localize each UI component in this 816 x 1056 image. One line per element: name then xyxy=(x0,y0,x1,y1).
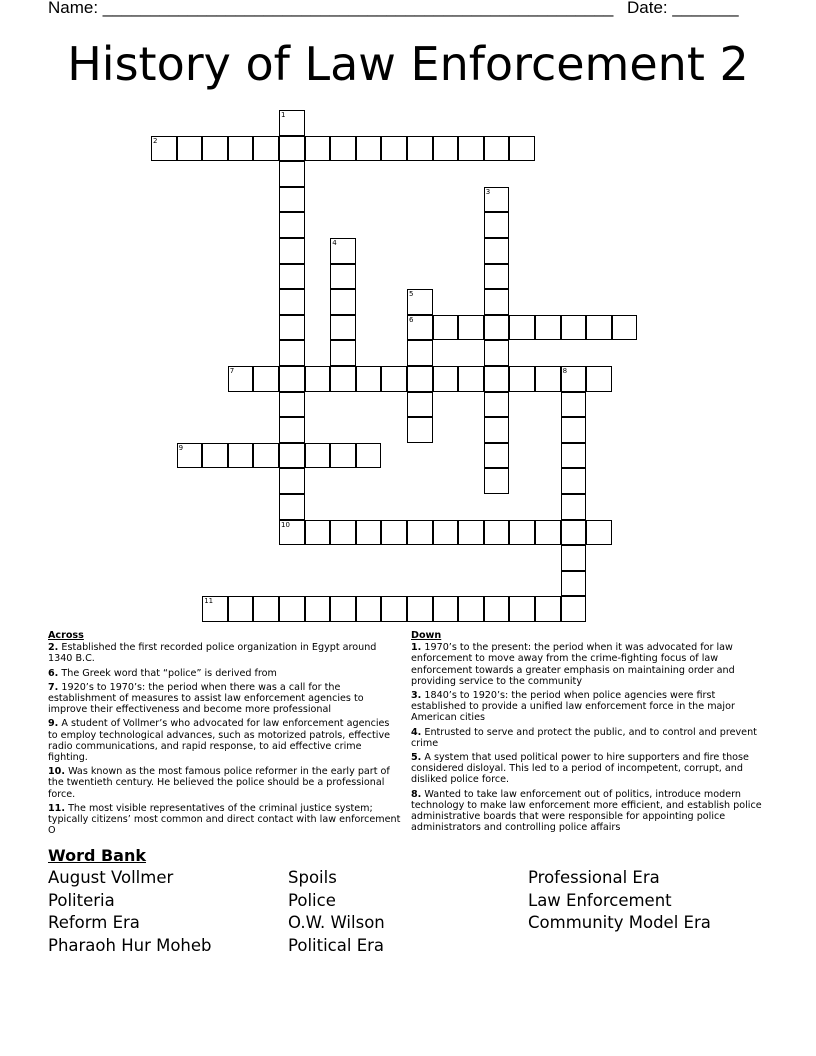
grid-cell[interactable] xyxy=(484,187,510,213)
grid-cell[interactable] xyxy=(253,596,279,622)
grid-cell[interactable] xyxy=(407,340,433,366)
down-clue xyxy=(411,642,767,687)
grid-cell[interactable] xyxy=(484,392,510,418)
clue-text: Was known as the most famous police reformer in the early part of the twentieth century. He believed the police should be a professional force. xyxy=(48,766,390,800)
grid-cell[interactable] xyxy=(279,110,305,136)
grid-cell[interactable] xyxy=(228,366,254,392)
down-clue xyxy=(411,789,767,834)
grid-cell[interactable] xyxy=(330,289,356,315)
clue-text: A student of Vollmer’s who advocated for law enforcement agencies to employ technological advances, such as motorized patrols, effective radio communications, and rapid response, to aid effective crime fighting. xyxy=(48,718,391,764)
grid-cell[interactable] xyxy=(279,136,305,162)
grid-cell[interactable] xyxy=(305,596,331,622)
clue-number-label: 10 xyxy=(281,520,290,529)
grid-cell[interactable] xyxy=(433,520,459,546)
across-clue xyxy=(48,668,402,679)
clue-number: 10. xyxy=(48,766,65,778)
grid-cell[interactable] xyxy=(586,366,612,392)
grid-cell[interactable] xyxy=(356,443,382,469)
clue-number-label: 2 xyxy=(153,136,158,145)
word-bank-item: Spoils xyxy=(288,868,337,887)
grid-cell[interactable] xyxy=(279,315,305,341)
grid-cell[interactable] xyxy=(279,520,305,546)
grid-cell[interactable] xyxy=(458,366,484,392)
grid-cell[interactable] xyxy=(484,443,510,469)
grid-cell[interactable] xyxy=(407,596,433,622)
grid-cell[interactable] xyxy=(279,212,305,238)
word-bank-column xyxy=(528,867,711,935)
grid-cell[interactable] xyxy=(381,520,407,546)
clue-number-label: 9 xyxy=(178,443,184,452)
grid-cell[interactable] xyxy=(330,366,356,392)
clue-number: 5. xyxy=(411,752,422,764)
grid-cell[interactable] xyxy=(356,136,382,162)
date-field[interactable]: Date: _______ xyxy=(627,0,739,17)
grid-cell[interactable] xyxy=(535,315,561,341)
grid-cell[interactable] xyxy=(253,443,279,469)
grid-cell[interactable] xyxy=(458,520,484,546)
grid-cell[interactable] xyxy=(561,392,587,418)
clue-number-label: 7 xyxy=(229,367,235,375)
down-clue xyxy=(411,690,767,724)
clue-number: 1. xyxy=(411,642,422,654)
clue-text: The Greek word that “police” is derived from xyxy=(61,667,277,679)
grid-cell[interactable] xyxy=(509,520,535,546)
clue-number-label: 5 xyxy=(409,290,414,299)
grid-cell[interactable] xyxy=(561,520,587,546)
grid-cell[interactable] xyxy=(305,520,331,546)
clue-number-label: 8 xyxy=(562,367,568,375)
grid-cell[interactable] xyxy=(381,366,407,392)
grid-cell[interactable] xyxy=(330,340,356,366)
grid-cell[interactable] xyxy=(561,545,587,571)
clue-text: Wanted to take law enforcement out of politics, introduce modern technology to make law enforcement more efficient, and establish police administrative boards that were responsible for appointing police administrators and controlling police affairs xyxy=(411,788,762,834)
clue-number-label: 11 xyxy=(204,597,214,606)
word-bank-column xyxy=(48,867,212,957)
grid-cell[interactable] xyxy=(407,315,433,341)
grid-cell[interactable] xyxy=(330,136,356,162)
grid-cell[interactable] xyxy=(484,238,510,264)
grid-cell[interactable] xyxy=(279,264,305,290)
grid-cell[interactable] xyxy=(228,596,254,622)
clue-number: 3. xyxy=(411,690,422,702)
grid-cell[interactable] xyxy=(484,520,510,546)
across-heading: Across xyxy=(48,630,84,641)
clue-text: 1840’s to 1920’s: the period when police agencies were first established to provide a unified law enforcement force in the major American cities xyxy=(411,690,735,724)
grid-cell[interactable] xyxy=(202,136,228,162)
down-clues xyxy=(411,630,767,836)
grid-cell[interactable] xyxy=(509,315,535,341)
clue-text: Established the first recorded police organization in Egypt around 1340 B.C. xyxy=(48,642,377,665)
grid-cell[interactable] xyxy=(407,289,433,315)
grid-cell[interactable] xyxy=(305,443,331,469)
clue-number-label: 6 xyxy=(409,315,414,324)
grid-cell[interactable] xyxy=(202,596,228,622)
clue-text: 1970’s to the present: the period when it was advocated for law enforcement to move away from the crime-fighting focus of law enforcement towards a greater emphasis on maintaining order and providing service to the community xyxy=(411,642,735,687)
grid-cell[interactable] xyxy=(279,366,305,392)
grid-cell[interactable] xyxy=(561,494,587,520)
grid-cell[interactable] xyxy=(330,238,356,264)
across-clue xyxy=(48,682,402,716)
clue-number-label: 3 xyxy=(485,187,491,196)
grid-cell[interactable] xyxy=(535,596,561,622)
clue-number: 6. xyxy=(48,667,59,679)
grid-cell[interactable] xyxy=(484,417,510,443)
word-bank-item: Law Enforcement xyxy=(528,890,672,910)
grid-cell[interactable] xyxy=(279,161,305,187)
grid-cell[interactable] xyxy=(330,315,356,341)
grid-cell[interactable] xyxy=(305,366,331,392)
grid-cell[interactable] xyxy=(407,417,433,443)
grid-cell[interactable] xyxy=(151,136,177,162)
clue-number: 7. xyxy=(48,681,59,693)
grid-cell[interactable] xyxy=(509,366,535,392)
grid-cell[interactable] xyxy=(228,136,254,162)
grid-cell[interactable] xyxy=(484,289,510,315)
across-clue xyxy=(48,766,402,800)
grid-cell[interactable] xyxy=(407,520,433,546)
grid-cell[interactable] xyxy=(433,366,459,392)
word-bank-item: Politeria xyxy=(48,890,115,910)
name-field[interactable]: Name: ______________________________________________________ xyxy=(48,0,614,17)
word-bank-item: Community Model Era xyxy=(528,913,711,932)
grid-cell[interactable] xyxy=(330,520,356,546)
grid-cell[interactable] xyxy=(586,315,612,341)
grid-cell[interactable] xyxy=(279,596,305,622)
down-heading: Down xyxy=(411,630,442,641)
clue-number-label: 1 xyxy=(281,111,286,119)
word-bank-item: August Vollmer xyxy=(48,868,174,887)
grid-cell[interactable] xyxy=(407,392,433,418)
grid-cell[interactable] xyxy=(177,136,203,162)
grid-cell[interactable] xyxy=(407,136,433,162)
clue-number: 9. xyxy=(48,718,59,730)
across-clues xyxy=(48,630,402,839)
page-title: History of Law Enforcement 2 xyxy=(67,37,749,91)
grid-cell[interactable] xyxy=(484,366,510,392)
across-clue xyxy=(48,803,402,837)
grid-cell[interactable] xyxy=(561,417,587,443)
grid-cell[interactable] xyxy=(330,596,356,622)
clue-text: Entrusted to serve and protect the public, and to control and prevent crime xyxy=(411,726,757,749)
grid-cell[interactable] xyxy=(381,136,407,162)
grid-cell[interactable] xyxy=(202,443,228,469)
grid-cell[interactable] xyxy=(433,136,459,162)
grid-cell[interactable] xyxy=(509,596,535,622)
grid-cell[interactable] xyxy=(228,443,254,469)
grid-cell[interactable] xyxy=(484,212,510,238)
across-clue xyxy=(48,642,402,664)
grid-cell[interactable] xyxy=(330,443,356,469)
grid-cell[interactable] xyxy=(279,238,305,264)
grid-cell[interactable] xyxy=(484,264,510,290)
clue-number: 4. xyxy=(411,726,422,738)
word-bank-item: Political Era xyxy=(288,935,385,955)
clue-number: 11. xyxy=(48,802,65,814)
grid-cell[interactable] xyxy=(279,289,305,315)
grid-cell[interactable] xyxy=(305,136,331,162)
grid-cell[interactable] xyxy=(561,366,587,392)
grid-cell[interactable] xyxy=(253,366,279,392)
clue-number-label: 4 xyxy=(332,239,337,247)
clue-number: 2. xyxy=(48,642,59,654)
grid-cell[interactable] xyxy=(356,520,382,546)
across-clue xyxy=(48,718,402,763)
grid-cell[interactable] xyxy=(535,520,561,546)
grid-cell[interactable] xyxy=(484,136,510,162)
grid-cell[interactable] xyxy=(253,136,279,162)
word-bank-item: Pharaoh Hur Moheb xyxy=(48,935,212,955)
clue-number: 8. xyxy=(411,788,422,800)
grid-cell[interactable] xyxy=(279,468,305,494)
clue-text: The most visible representatives of the criminal justice system; typically citizens’ most common and direct contact with law enforcement O xyxy=(48,802,401,837)
grid-cell[interactable] xyxy=(356,596,382,622)
word-bank-title: Word Bank xyxy=(48,846,147,865)
word-bank-item: Police xyxy=(288,890,336,910)
word-bank-item: Reform Era xyxy=(48,913,140,932)
grid-cell[interactable] xyxy=(561,571,587,597)
grid-cell[interactable] xyxy=(279,417,305,443)
grid-cell[interactable] xyxy=(433,315,459,341)
grid-cell[interactable] xyxy=(458,315,484,341)
grid-cell[interactable] xyxy=(561,596,587,622)
grid-cell[interactable] xyxy=(484,340,510,366)
grid-cell[interactable] xyxy=(381,596,407,622)
grid-cell[interactable] xyxy=(356,366,382,392)
grid-cell[interactable] xyxy=(484,468,510,494)
grid-cell[interactable] xyxy=(177,443,203,469)
clue-text: A system that used political power to hire supporters and fire those considered disloyal. This led to a period of incompetent, corrupt, and disliked police force. xyxy=(411,752,749,786)
grid-cell[interactable] xyxy=(561,443,587,469)
grid-cell[interactable] xyxy=(279,443,305,469)
word-bank-item: Professional Era xyxy=(528,868,660,887)
grid-cell[interactable] xyxy=(458,596,484,622)
grid-cell[interactable] xyxy=(535,366,561,392)
grid-cell[interactable] xyxy=(407,366,433,392)
grid-cell[interactable] xyxy=(484,596,510,622)
grid-cell[interactable] xyxy=(279,392,305,418)
grid-cell[interactable] xyxy=(433,596,459,622)
grid-cell[interactable] xyxy=(279,340,305,366)
down-clue xyxy=(411,727,767,749)
grid-cell[interactable] xyxy=(330,264,356,290)
grid-cell[interactable] xyxy=(279,494,305,520)
grid-cell[interactable] xyxy=(561,468,587,494)
grid-cell[interactable] xyxy=(279,187,305,213)
word-bank-item: O.W. Wilson xyxy=(288,913,385,932)
grid-cell[interactable] xyxy=(509,136,535,162)
grid-cell[interactable] xyxy=(586,520,612,546)
grid-cell[interactable] xyxy=(484,315,510,341)
clue-text: 1920’s to 1970’s: the period when there was a call for the establishment of measures to assist law enforcement agencies to improve their effectiveness and become more professional xyxy=(48,681,364,716)
down-clue xyxy=(411,752,767,786)
word-bank-column xyxy=(288,867,385,957)
grid-cell[interactable] xyxy=(561,315,587,341)
grid-cell[interactable] xyxy=(458,136,484,162)
grid-cell[interactable] xyxy=(612,315,638,341)
